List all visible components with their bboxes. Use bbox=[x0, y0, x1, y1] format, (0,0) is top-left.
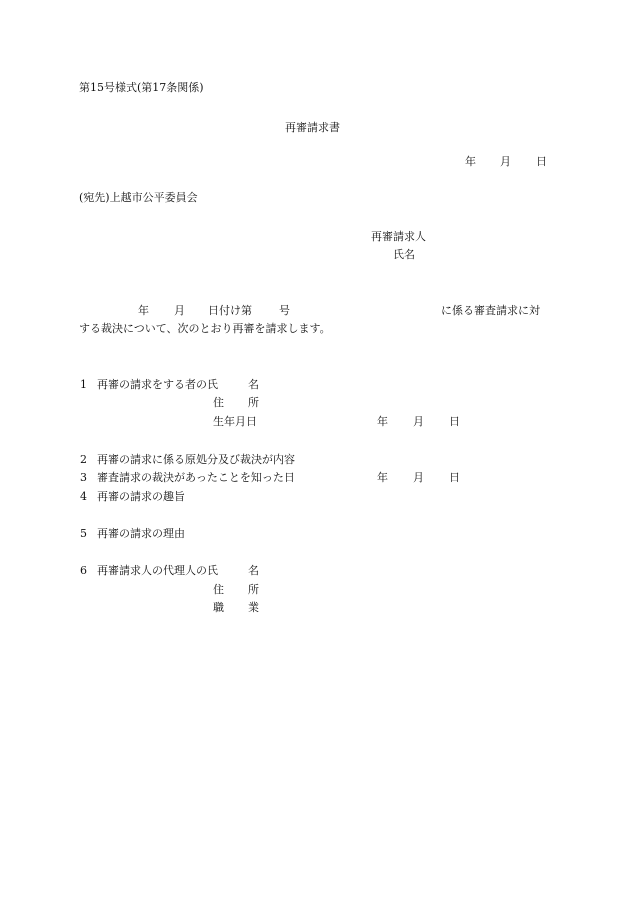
date-month: 月 bbox=[500, 155, 511, 168]
item-2-label: 再審の請求に係る原処分及び裁決が内容 bbox=[97, 453, 295, 466]
item-3-year: 年 bbox=[377, 471, 388, 484]
item-1-day: 日 bbox=[449, 415, 460, 428]
item-6-occupation-a: 職 bbox=[213, 601, 224, 614]
item-4-num: 4 bbox=[80, 490, 87, 503]
item-1-address-b: 所 bbox=[248, 396, 259, 409]
form-number: 第15号様式(第17条関係) bbox=[79, 81, 204, 94]
requester-label: 再審請求人 bbox=[371, 230, 426, 243]
date-year: 年 bbox=[465, 155, 476, 168]
requester-name-label: 氏名 bbox=[393, 248, 415, 261]
addressee: (宛先)上越市公平委員会 bbox=[79, 191, 198, 204]
item-1-birthdate: 生年月日 bbox=[213, 415, 257, 428]
date-day: 日 bbox=[536, 155, 547, 168]
document-title: 再審請求書 bbox=[285, 121, 340, 134]
para-dated-no: 日付け第 bbox=[208, 304, 252, 317]
item-1-name-suffix: 名 bbox=[248, 378, 259, 391]
item-5-label: 再審の請求の理由 bbox=[97, 527, 185, 540]
item-1-year: 年 bbox=[377, 415, 388, 428]
item-5-num: 5 bbox=[80, 527, 87, 540]
item-3-label: 審査請求の裁決があったことを知った日 bbox=[97, 471, 295, 484]
item-4-label: 再審の請求の趣旨 bbox=[97, 490, 185, 503]
item-1-month: 月 bbox=[413, 415, 424, 428]
item-6-name-suffix: 名 bbox=[248, 564, 259, 577]
para-number: 号 bbox=[279, 304, 290, 317]
item-6-address-b: 所 bbox=[248, 583, 259, 596]
para-line2: する裁決について、次のとおり再審を請求します。 bbox=[79, 322, 331, 335]
item-3-num: 3 bbox=[80, 471, 87, 484]
item-6-num: 6 bbox=[80, 564, 87, 577]
item-1-label: 再審の請求をする者の氏 bbox=[97, 378, 218, 391]
item-3-day: 日 bbox=[449, 471, 460, 484]
item-6-address-a: 住 bbox=[213, 583, 224, 596]
item-6-occupation-b: 業 bbox=[248, 601, 259, 614]
item-1-address-a: 住 bbox=[213, 396, 224, 409]
item-3-month: 月 bbox=[413, 471, 424, 484]
item-1-num: 1 bbox=[80, 378, 87, 391]
para-month: 月 bbox=[174, 304, 185, 317]
item-6-label: 再審請求人の代理人の氏 bbox=[97, 564, 218, 577]
item-2-num: 2 bbox=[80, 453, 87, 466]
para-year: 年 bbox=[138, 304, 149, 317]
para-line1-end: に係る審査請求に対 bbox=[441, 304, 540, 317]
